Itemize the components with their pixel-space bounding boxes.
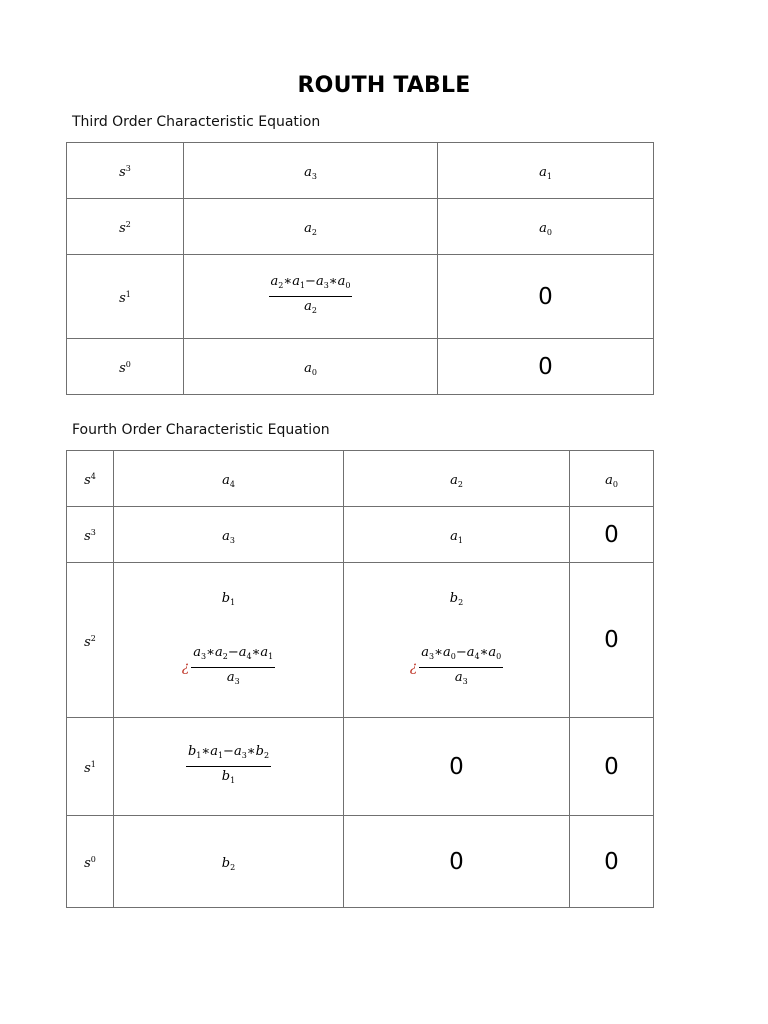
fraction-formula: $\frac{a_3∗a_2-a_4∗a_1}{a_3}$	[193, 644, 274, 686]
table-row	[67, 339, 654, 395]
coefficient-cell: $a_1$	[438, 143, 654, 199]
coefficient-cell: $a_0$	[438, 199, 654, 255]
placeholder-glyph: ¿	[409, 659, 418, 675]
coefficient-cell: $a_3$	[114, 507, 344, 563]
row-label-cell: $s^0$	[67, 816, 114, 908]
fraction-formula: $\frac{a_3∗a_0-a_4∗a_0}{a_3}$	[421, 644, 502, 686]
fraction-formula: $\frac{a_2∗a_1-a_3∗a_0}{a_2}$	[270, 274, 351, 315]
row-label-cell: $s^1$	[67, 255, 184, 339]
b1-label: $b_1$	[221, 590, 236, 607]
fraction-cell	[114, 718, 344, 816]
row-label-cell: $s^2$	[67, 199, 184, 255]
third-order-caption: Third Order Characteristic Equation	[72, 114, 321, 130]
table-row	[67, 255, 654, 339]
table-row	[67, 563, 654, 718]
coefficient-cell: $a_0$	[570, 451, 654, 507]
table-row	[67, 816, 654, 908]
third-order-routh-table	[66, 142, 654, 395]
row-label-cell: $s^1$	[67, 718, 114, 816]
table-row	[67, 507, 654, 563]
fraction-cell	[184, 255, 438, 339]
table-row	[67, 199, 654, 255]
coefficient-cell: $a_3$	[184, 143, 438, 199]
coefficient-cell: $a_2$	[184, 199, 438, 255]
b2-label: $b_2$	[449, 590, 464, 607]
fraction-formula: $\frac{b_1∗a_1-a_3∗b_2}{b_1}$	[187, 744, 270, 785]
table-row	[67, 718, 654, 816]
row-label-cell: $s^3$	[67, 143, 184, 199]
coefficient-cell: $a_4$	[114, 451, 344, 507]
placeholder-glyph: ¿	[181, 659, 190, 675]
zero-cell: 0	[570, 816, 654, 908]
b1-cell	[114, 563, 344, 718]
coefficient-cell: $a_1$	[344, 507, 570, 563]
zero-cell: 0	[344, 816, 570, 908]
page-title: ROUTH TABLE	[297, 73, 471, 98]
table-row	[67, 143, 654, 199]
row-label-cell: $s^3$	[67, 507, 114, 563]
fourth-order-caption: Fourth Order Characteristic Equation	[72, 422, 330, 438]
coefficient-cell: $a_2$	[344, 451, 570, 507]
table-row	[67, 451, 654, 507]
zero-cell: 0	[344, 718, 570, 816]
row-label-cell: $s^0$	[67, 339, 184, 395]
zero-cell: 0	[570, 563, 654, 718]
fourth-order-routh-table	[66, 450, 654, 908]
zero-cell: 0	[438, 339, 654, 395]
zero-cell: 0	[570, 718, 654, 816]
zero-cell: 0	[438, 255, 654, 339]
b2-cell	[344, 563, 570, 718]
zero-cell: 0	[570, 507, 654, 563]
row-label-cell: $s^4$	[67, 451, 114, 507]
row-label-cell: $s^2$	[67, 563, 114, 718]
coefficient-cell: $a_0$	[184, 339, 438, 395]
coefficient-cell: $b_2$	[114, 816, 344, 908]
